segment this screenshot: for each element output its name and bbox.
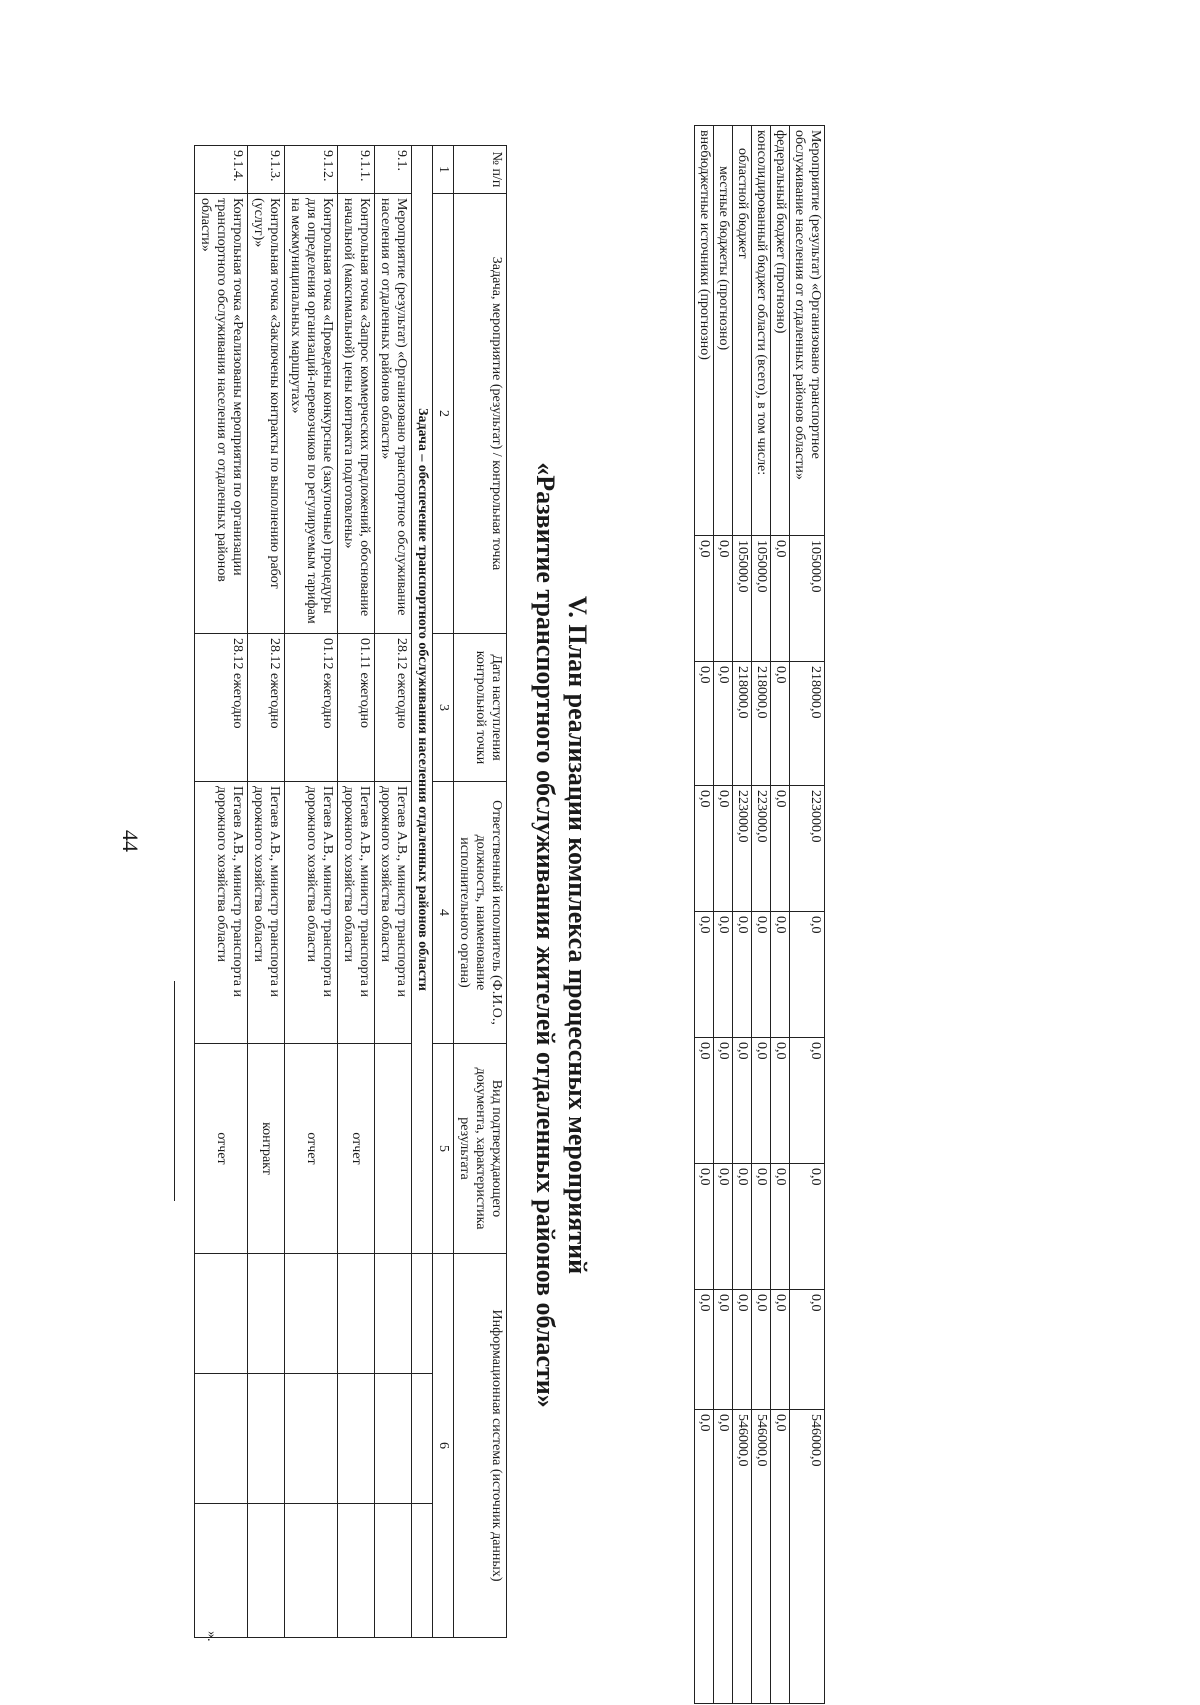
plan-date: 28.12 ежегодно xyxy=(195,634,248,782)
plan-name: Мероприятие (результат) «Организовано транспортное обслуживание населения от отдаленных районов области» xyxy=(375,194,412,634)
financing-value: 0,0 xyxy=(771,1290,790,1410)
plan-empty xyxy=(248,1504,285,1638)
plan-name: Контрольная точка «Заключены контракты по выполнению работ (услуг)» xyxy=(248,194,285,634)
financing-value: 0,0 xyxy=(695,1038,714,1164)
plan-system xyxy=(338,1254,375,1374)
header-document: Вид подтверждающего документа, характеристика результата xyxy=(454,1044,507,1254)
plan-row xyxy=(195,146,248,1638)
financing-value: 0,0 xyxy=(733,1038,752,1164)
financing-label: областной бюджет xyxy=(733,126,752,536)
plan-system xyxy=(375,1254,412,1374)
financing-row xyxy=(752,126,771,1704)
rotated-content xyxy=(175,125,825,1705)
header-system: Информационная система (источник данных) xyxy=(454,1254,507,1638)
column-numbers-row xyxy=(433,146,454,1638)
section-title xyxy=(529,345,593,1525)
financing-value: 218000,0 xyxy=(752,662,771,786)
financing-table xyxy=(694,125,825,1704)
plan-row xyxy=(338,146,375,1638)
column-number: 2 xyxy=(433,194,454,634)
financing-value: 105000,0 xyxy=(790,536,825,662)
plan-responsible: Петаев А.В., министр транспорта и дорожного хозяйства области xyxy=(195,782,248,1044)
financing-value: 0,0 xyxy=(714,536,733,662)
financing-value: 0,0 xyxy=(790,1038,825,1164)
financing-value: 105000,0 xyxy=(752,536,771,662)
financing-value: 0,0 xyxy=(752,912,771,1038)
financing-value: 0,0 xyxy=(790,912,825,1038)
task-cell-empty xyxy=(412,1504,433,1638)
plan-table xyxy=(194,145,507,1638)
task-cell-empty xyxy=(412,1374,433,1504)
financing-label: Мероприятие (результат) «Организовано транспортное обслуживание населения от отдаленных районов области» xyxy=(790,126,825,536)
column-number: 1 xyxy=(433,146,454,194)
header-date: Дата наступления контрольной точки xyxy=(454,634,507,782)
financing-value: 0,0 xyxy=(714,1038,733,1164)
plan-empty xyxy=(285,1374,338,1504)
financing-value: 0,0 xyxy=(714,786,733,912)
column-number: 6 xyxy=(433,1254,454,1638)
plan-document: контракт xyxy=(248,1044,285,1254)
financing-row xyxy=(733,126,752,1704)
plan-system xyxy=(285,1254,338,1374)
task-row xyxy=(412,146,433,1638)
plan-document: отчет xyxy=(285,1044,338,1254)
financing-row xyxy=(714,126,733,1704)
financing-value: 223000,0 xyxy=(790,786,825,912)
financing-value: 0,0 xyxy=(790,1290,825,1410)
financing-value: 0,0 xyxy=(695,912,714,1038)
plan-responsible: Петаев А.В., министр транспорта и дорожного хозяйства области xyxy=(375,782,412,1044)
financing-value: 0,0 xyxy=(733,912,752,1038)
plan-num: 9.1.3. xyxy=(248,146,285,194)
closing-quote: ». xyxy=(204,1631,219,1642)
financing-value: 0,0 xyxy=(714,1290,733,1410)
header-task: Задача, мероприятие (результат) / контрольная точка xyxy=(454,194,507,634)
plan-empty xyxy=(248,1374,285,1504)
financing-label: консолидированный бюджет области (всего), в том числе: xyxy=(752,126,771,536)
financing-value: 0,0 xyxy=(714,912,733,1038)
financing-value: 0,0 xyxy=(771,786,790,912)
plan-num: 9.1.2. xyxy=(285,146,338,194)
financing-row xyxy=(771,126,790,1704)
financing-label: местные бюджеты (прогнозно) xyxy=(714,126,733,536)
plan-row xyxy=(248,146,285,1638)
financing-value: 0,0 xyxy=(752,1290,771,1410)
plan-date: 01.12 ежегодно xyxy=(285,634,338,782)
financing-value: 0,0 xyxy=(695,1410,714,1704)
plan-empty xyxy=(195,1504,248,1638)
financing-value: 0,0 xyxy=(695,536,714,662)
financing-value: 0,0 xyxy=(695,662,714,786)
plan-empty xyxy=(195,1374,248,1504)
financing-value: 546000,0 xyxy=(752,1410,771,1704)
plan-responsible: Петаев А.В., министр транспорта и дорожного хозяйства области xyxy=(248,782,285,1044)
plan-responsible: Петаев А.В., министр транспорта и дорожного хозяйства области xyxy=(285,782,338,1044)
plan-responsible: Петаев А.В., министр транспорта и дорожного хозяйства области xyxy=(338,782,375,1044)
financing-label: федеральный бюджет (прогнозно) xyxy=(771,126,790,536)
plan-row xyxy=(285,146,338,1638)
plan-system xyxy=(195,1254,248,1374)
plan-system xyxy=(248,1254,285,1374)
financing-value: 0,0 xyxy=(714,662,733,786)
plan-document xyxy=(375,1044,412,1254)
financing-value: 0,0 xyxy=(695,1290,714,1410)
plan-name: Контрольная точка «Запрос коммерческих предложений, обоснование начальной (максимальной) цены контракта подготовлены» xyxy=(338,194,375,634)
plan-name: Контрольная точка «Реализованы мероприятия по организации транспортного обслуживания населения от отдаленных районов области» xyxy=(195,194,248,634)
task-cell-empty xyxy=(412,1254,433,1374)
financing-value: 0,0 xyxy=(771,1410,790,1704)
financing-row xyxy=(695,126,714,1704)
financing-value: 0,0 xyxy=(695,786,714,912)
plan-header-row xyxy=(454,146,507,1638)
financing-value: 0,0 xyxy=(752,1164,771,1290)
header-num: № п/п xyxy=(454,146,507,194)
financing-value: 0,0 xyxy=(771,1038,790,1164)
financing-value: 546000,0 xyxy=(733,1410,752,1704)
separator-line xyxy=(174,981,175,1201)
plan-row xyxy=(375,146,412,1638)
financing-value: 0,0 xyxy=(752,1038,771,1164)
plan-empty xyxy=(285,1504,338,1638)
financing-value: 0,0 xyxy=(695,1164,714,1290)
financing-value: 0,0 xyxy=(733,1164,752,1290)
financing-value: 0,0 xyxy=(771,912,790,1038)
task-cell: Задача – обеспечение транспортного обслуживания населения отдаленных районов области xyxy=(412,146,433,1254)
financing-value: 218000,0 xyxy=(790,662,825,786)
financing-value: 0,0 xyxy=(771,1164,790,1290)
plan-empty xyxy=(375,1374,412,1504)
plan-date: 28.12 ежегодно xyxy=(375,634,412,782)
financing-value: 105000,0 xyxy=(733,536,752,662)
financing-value: 0,0 xyxy=(714,1410,733,1704)
plan-empty xyxy=(338,1504,375,1638)
financing-value: 0,0 xyxy=(733,1290,752,1410)
plan-num: 9.1.1. xyxy=(338,146,375,194)
header-responsible: Ответственный исполнитель (Ф.И.О., должность, наименование исполнительного органа) xyxy=(454,782,507,1044)
plan-num: 9.1. xyxy=(375,146,412,194)
financing-value: 0,0 xyxy=(790,1164,825,1290)
plan-document: отчет xyxy=(338,1044,375,1254)
financing-value: 546000,0 xyxy=(790,1410,825,1704)
financing-label: внебюджетные источники (прогнозно) xyxy=(695,126,714,536)
column-number: 3 xyxy=(433,634,454,782)
plan-date: 28.12 ежегодно xyxy=(248,634,285,782)
plan-empty xyxy=(375,1504,412,1638)
financing-value: 223000,0 xyxy=(733,786,752,912)
financing-value: 223000,0 xyxy=(752,786,771,912)
plan-document: отчет xyxy=(195,1044,248,1254)
financing-value: 0,0 xyxy=(771,662,790,786)
plan-date: 01.11 ежегодно xyxy=(338,634,375,782)
section-title-line2: «Развитие транспортного обслуживания жителей отдаленных районов области» xyxy=(531,462,560,1408)
plan-num: 9.1.4. xyxy=(195,146,248,194)
financing-row xyxy=(790,126,825,1704)
page-number: 44 xyxy=(118,830,143,852)
financing-value: 0,0 xyxy=(714,1164,733,1290)
column-number: 5 xyxy=(433,1044,454,1254)
column-number: 4 xyxy=(433,782,454,1044)
section-title-line1: V. План реализации комплекса процессных мероприятий xyxy=(563,595,592,1275)
plan-name: Контрольная точка «Проведены конкурсные (закупочные) процедуры для определения организаций-перевозчиков по регулируемым тарифам на межмуниципальных маршрутах» xyxy=(285,194,338,634)
financing-value: 218000,0 xyxy=(733,662,752,786)
financing-value: 0,0 xyxy=(771,536,790,662)
plan-empty xyxy=(338,1374,375,1504)
